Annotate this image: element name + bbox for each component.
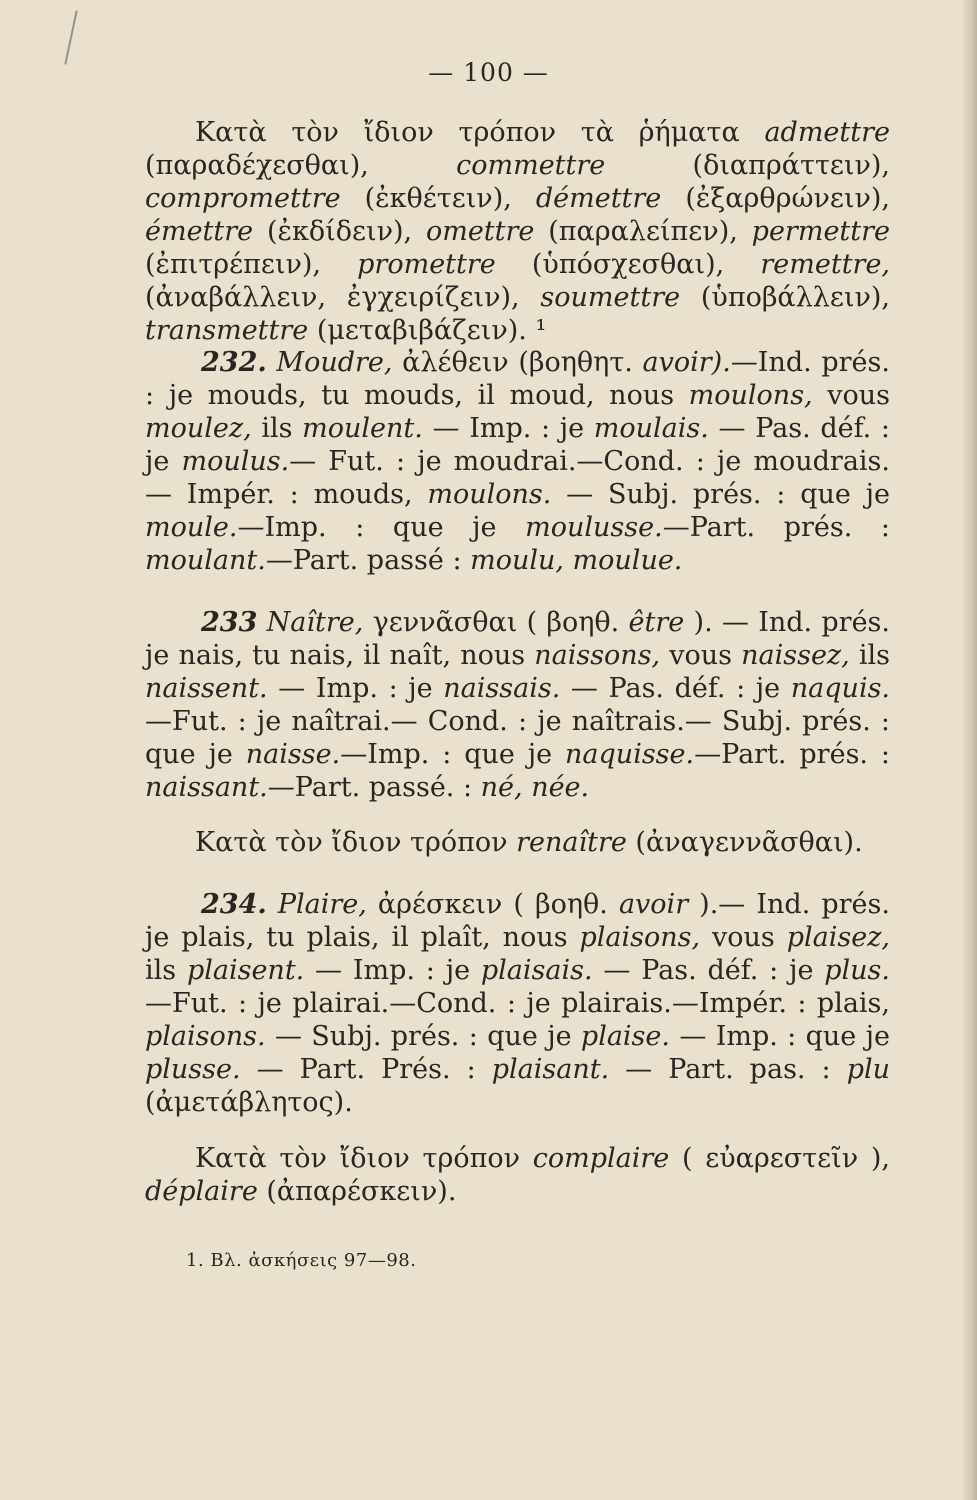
paragraph-renaitre [145, 826, 890, 859]
text-run: (μεταβιβάζειν). ¹ [308, 315, 547, 346]
page-edge [963, 0, 977, 1500]
text-run: — Imp. : je [422, 413, 594, 444]
italic-term: renaître [516, 827, 627, 858]
page-number: — 100 — [428, 58, 549, 87]
italic-term: moulant. [145, 545, 266, 576]
text-run: (ἀναγεννᾶσθαι). [626, 827, 863, 858]
pencil-mark [64, 10, 77, 64]
italic-term: naissais. [443, 673, 561, 704]
italic-term: promettre [357, 249, 496, 280]
text-run: —Imp. : que je [237, 512, 526, 543]
italic-term: omettre [425, 216, 535, 247]
text-run: (ὑποβάλλειν), [680, 282, 890, 313]
text-run: vous [812, 380, 890, 411]
italic-term: né, née. [480, 772, 590, 803]
text-run: (ὑπόσχεσθαι), [495, 249, 761, 280]
paragraph-complaire [145, 1142, 890, 1208]
text-run: — Subj. prés. : que je [551, 479, 891, 510]
italic-term: admettre [764, 117, 890, 148]
text-run: — Fut. : je moudrai.—Cond. : je moudrais. — Impér. : mouds, [145, 446, 890, 510]
italic-term: transmettre [145, 315, 309, 346]
text-run: vous [700, 922, 787, 953]
italic-term: compromettre [145, 183, 341, 214]
italic-term: moulez, [145, 413, 252, 444]
italic-term: plaisez, [786, 922, 890, 953]
italic-term: être [628, 607, 685, 638]
text-run: —Imp. : que je [340, 739, 566, 770]
section-233-naitre [145, 606, 890, 804]
section-232-moudre [145, 346, 890, 577]
italic-term: déplaire [145, 1176, 258, 1207]
text-run [267, 889, 278, 920]
text-run: —Part. prés. : [694, 739, 890, 770]
text-run: — Pas. déf. : je [145, 413, 891, 477]
section-number: 233 [201, 607, 258, 638]
text-run [257, 607, 266, 638]
italic-term: démettre [535, 183, 662, 214]
text-run: —Part. prés. : [662, 512, 891, 543]
italic-term: naissons, [534, 640, 661, 671]
italic-term: plu [846, 1054, 890, 1085]
text-run: ils [145, 955, 187, 986]
italic-term: plusse. [145, 1054, 241, 1085]
text-run: — Part. pas. : [609, 1054, 847, 1085]
text-run: —Part. passé. : [267, 772, 481, 803]
italic-term: Naître, [266, 607, 364, 638]
text-run: vous [660, 640, 742, 671]
section-number: 232. [201, 347, 267, 378]
text-run: ils [251, 413, 303, 444]
text-run: ils [849, 640, 890, 671]
text-run: — Subj. prés. : que je [265, 1021, 581, 1052]
italic-term: complaire [532, 1143, 670, 1174]
italic-term: plaisais. [480, 955, 593, 986]
text-run: Κατὰ τὸν ἴδιον τρόπον τὰ ῥήματα [195, 117, 765, 148]
text-run: (ἀναβάλλειν, ἐγχειρίζειν), [145, 282, 541, 313]
text-run: Κατὰ τὸν ἴδιον τρόπον [195, 827, 517, 858]
italic-term: naquis. [790, 673, 891, 704]
italic-term: moule. [145, 512, 238, 543]
italic-term: moulus. [181, 446, 290, 477]
text-run: (διαπράττειν), [605, 150, 890, 181]
text-run: —Fut. : je plairai.—Cond. : je plairais.—Impér. : plais, [145, 988, 890, 1019]
italic-term: naissez, [741, 640, 850, 671]
footnote: 1. Βλ. ἀσκήσεις 97—98. [186, 1250, 417, 1271]
text-run: —Part. passé : [265, 545, 471, 576]
text-run: (ἐκθέτειν), [340, 183, 536, 214]
text-run: — Imp. : je [267, 673, 444, 704]
text-run: — Imp. : je [304, 955, 481, 986]
text-run: γεννᾶσθαι ( βοηθ. [363, 607, 629, 638]
italic-term: moulent. [302, 413, 423, 444]
italic-term: moulusse. [525, 512, 663, 543]
text-run: (ἐξαρθρώνειν), [661, 183, 890, 214]
text-run: — Imp. : que je [669, 1021, 890, 1052]
section-234-plaire [145, 888, 890, 1119]
text-run: —Fut. : je naîtrai.— Cond. : je naîtrais.— Subj. prés. : que je [145, 706, 890, 770]
italic-term: remettre, [760, 249, 891, 280]
italic-term: commettre [456, 150, 606, 181]
text-run: (ἐπιτρέπειν), [145, 249, 358, 280]
italic-term: avoir [618, 889, 689, 920]
italic-term: plaise. [580, 1021, 670, 1052]
text-run: ). — Ind. prés. je nais, tu nais, il naît, nous [145, 607, 890, 671]
italic-term: avoir). [642, 347, 731, 378]
italic-term: moulu, moulue. [470, 545, 683, 576]
italic-term: naissant. [145, 772, 268, 803]
text-run: ἀλέθειν (βοηθητ. [392, 347, 643, 378]
italic-term: naquisse. [565, 739, 695, 770]
text-run: (ἐκδίδειν), [253, 216, 426, 247]
italic-term: moulais. [593, 413, 709, 444]
text-run: — Pas. déf. : je [592, 955, 825, 986]
text-run: ἀρέσκειν ( βοηθ. [366, 889, 619, 920]
text-run: Κατὰ τὸν ἴδιον τρόπον [195, 1143, 533, 1174]
italic-term: Plaire, [277, 889, 367, 920]
text-run: —Ind. prés. : je mouds, tu mouds, il moud, nous [145, 347, 890, 411]
text-run: (παραλείπεν), [534, 216, 752, 247]
italic-term: émettre [145, 216, 254, 247]
text-run: — Pas. déf. : je [560, 673, 791, 704]
italic-term: moulons, [688, 380, 813, 411]
italic-term: permettre [751, 216, 891, 247]
italic-term: plus. [824, 955, 890, 986]
text-run: — Part. Prés. : [240, 1054, 492, 1085]
italic-term: plaisons, [579, 922, 701, 953]
italic-term: naisse. [245, 739, 341, 770]
italic-term: plaisent. [186, 955, 305, 986]
section-number: 234. [201, 889, 267, 920]
paragraph-mettre-compounds [145, 116, 890, 347]
text-run: (παραδέχεσθαι), [145, 150, 457, 181]
text-run [267, 347, 277, 378]
italic-term: plaisant. [491, 1054, 610, 1085]
italic-term: Moudre, [276, 347, 393, 378]
italic-term: plaisons. [145, 1021, 266, 1052]
text-run: (ἀμετάβλητος). [145, 1087, 353, 1118]
text-run: ( εὐαρεστεῖν ), [669, 1143, 890, 1174]
text-run: (ἀπαρέσκειν). [257, 1176, 457, 1207]
text-run: ).— Ind. prés. je plais, tu plais, il plaît, nous [145, 889, 890, 953]
italic-term: soumettre [540, 282, 681, 313]
italic-term: moulons. [427, 479, 552, 510]
italic-term: naissent. [145, 673, 268, 704]
